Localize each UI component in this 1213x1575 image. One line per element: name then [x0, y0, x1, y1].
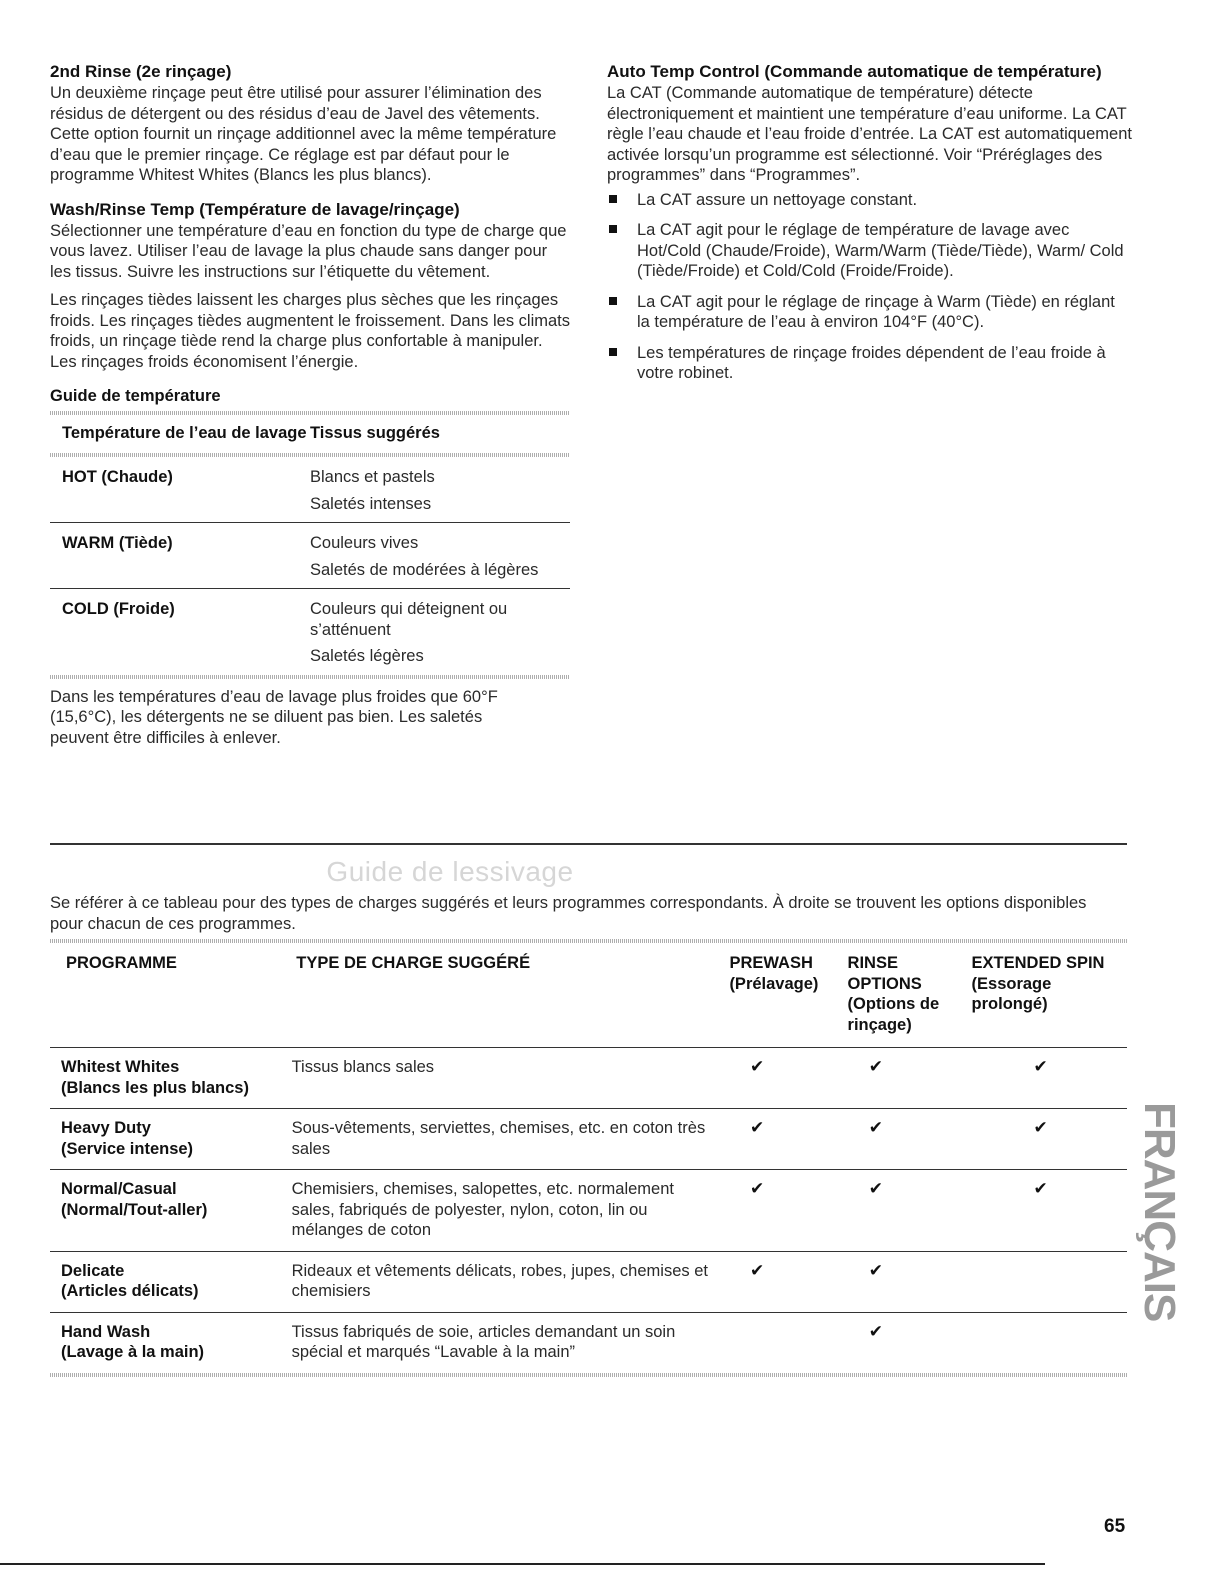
header-fabrics: Tissus suggérés	[310, 423, 440, 442]
dotted-divider	[50, 453, 570, 457]
dotted-divider	[50, 1373, 1127, 1377]
fabric-line: Saletés de modérées à légères	[310, 560, 539, 579]
checkmark-icon: ✔	[1033, 1057, 1048, 1076]
header-prewash: PREWASH (Prélavage)	[729, 954, 819, 993]
page-number: 65	[1104, 1516, 1126, 1537]
wash-rinse-temp-paragraph-2: Les rinçages tièdes laissent les charges plus sèches que les rinçages froids. Les rinçages tièdes augmentent le froissement. Dans les climats froids, un rinçage tiède rend la charge plus confortable à manipuler. Les rinçages froids économisent l’énergie.	[50, 291, 570, 371]
second-rinse-title: 2nd Rinse (2e rinçage)	[50, 62, 232, 81]
table-row	[50, 1048, 1127, 1109]
auto-temp-body: La CAT (Commande automatique de température) détecte électroniquement et maintient une température d’eau uniforme. La CAT règle l’eau chaude et l’eau froide d’entrée. La CAT est automatiquement activée lorsqu’un programme est sélectionné. Voir “Préréglages des programmes” dans “Programmes”.	[607, 84, 1132, 184]
dotted-divider	[50, 939, 1127, 943]
checkmark-icon: ✔	[868, 1057, 884, 1076]
checkmark-icon: ✔	[750, 1118, 765, 1137]
header-wash-temp: Température de l’eau de lavage	[62, 423, 307, 442]
header-programme: PROGRAMME	[66, 954, 177, 972]
table-row	[50, 1170, 1127, 1252]
square-bullet-icon	[609, 297, 617, 305]
language-side-tab: FRANÇAIS	[1135, 1102, 1184, 1322]
table-row	[50, 457, 570, 523]
fabric-line: Couleurs qui déteignent ou s’atténuent	[310, 600, 508, 639]
laundry-guide-header	[50, 943, 1127, 1048]
fabric-line: Couleurs vives	[310, 534, 419, 552]
header-extended-spin: EXTENDED SPIN (Essorage prolongé)	[971, 954, 1105, 1013]
square-bullet-icon	[609, 225, 617, 233]
checkmark-icon: ✔	[868, 1260, 884, 1280]
load-type: Tissus blancs sales	[291, 1058, 435, 1076]
checkmark-icon: ✔	[750, 1179, 765, 1198]
table-row	[50, 523, 570, 589]
temperature-guide-title: Guide de température	[50, 387, 221, 405]
temp-hot: HOT (Chaude)	[62, 468, 173, 486]
checkmark-icon: ✔	[1033, 1118, 1048, 1137]
laundry-guide-intro: Se référer à ce tableau pour des types de charges suggérés et leurs programmes correspondants. À droite se trouvent les options disponibles pour chacun de ces programmes.	[50, 894, 1087, 933]
checkmark-icon: ✔	[1033, 1179, 1048, 1198]
auto-temp-bullets	[607, 190, 1132, 384]
checkmark-icon: ✔	[750, 1260, 765, 1280]
left-column	[50, 62, 570, 756]
laundry-guide-title: Guide de lessivage	[326, 856, 574, 887]
dotted-divider	[50, 411, 570, 415]
list-item: La CAT agit pour le réglage de rinçage à Warm (Tiède) en réglant la température de l’eau à environ 104°F (40°C).	[607, 292, 1132, 333]
table-row	[50, 1313, 1127, 1373]
table-row	[50, 1252, 1127, 1313]
wash-rinse-temp-paragraph-1: Sélectionner une température d’eau en fonction du type de charge que vous lavez. Utiliser l’eau de lavage la plus chaude sans danger pour les tissus. Suivre les instructions sur l’étiquette du vêtement.	[50, 221, 567, 281]
right-column	[607, 62, 1132, 394]
wash-rinse-temp-title: Wash/Rinse Temp (Température de lavage/rinçage)	[50, 199, 460, 219]
list-item: La CAT agit pour le réglage de température de lavage avec Hot/Cold (Chaude/Froide), Warm/Warm (Tiède/Tiède), Warm/ Cold (Tiède/Froide) et Cold/Cold (Froide/Froide).	[607, 220, 1132, 282]
section-divider	[50, 843, 1127, 845]
header-rinse-options: RINSE OPTIONS (Options de rinçage)	[847, 954, 940, 1034]
list-item: Les températures de rinçage froides dépendent de l’eau froide à votre robinet.	[607, 343, 1132, 384]
programme-name: Heavy Duty (Service intense)	[61, 1119, 194, 1158]
square-bullet-icon	[609, 195, 617, 203]
temperature-guide-header	[50, 415, 570, 454]
checkmark-icon: ✔	[750, 1057, 765, 1076]
second-rinse-section	[50, 62, 570, 186]
load-type: Chemisiers, chemises, salopettes, etc. normalement sales, fabriqués de polyester, nylon, coton, lin ou mélanges de coton	[291, 1180, 674, 1239]
temperature-guide-table	[50, 411, 570, 679]
programme-name: Whitest Whites (Blancs les plus blancs)	[61, 1058, 249, 1097]
load-type: Tissus fabriqués de soie, articles demandant un soin spécial et marqués “Lavable à la main”	[291, 1322, 676, 1361]
fabric-line: Blancs et pastels	[310, 468, 435, 486]
programme-name: Delicate (Articles délicats)	[61, 1261, 199, 1300]
load-type: Sous-vêtements, serviettes, chemises, etc. en coton très sales	[291, 1119, 706, 1158]
temperature-note: Dans les températures d’eau de lavage plus froides que 60°F (15,6°C), les détergents ne se diluent pas bien. Les saletés peuvent être difficiles à enlever.	[50, 687, 498, 747]
load-type: Rideaux et vêtements délicats, robes, jupes, chemises et chemisiers	[291, 1261, 708, 1300]
temp-warm: WARM (Tiède)	[62, 534, 173, 552]
table-row	[50, 589, 570, 675]
header-load-type: TYPE DE CHARGE SUGGÉRÉ	[296, 954, 531, 972]
second-rinse-body: Un deuxième rinçage peut être utilisé pour assurer l’élimination des résidus de détergent ou des résidus d’eau de Javel des vêtements. Cette option fournit un rinçage additionnel avec la même température d’eau que le premier rinçage. Ce réglage est par défaut pour le programme Whitest Whites (Blancs les plus blancs).	[50, 84, 557, 184]
temp-cold: COLD (Froide)	[62, 600, 175, 618]
dotted-divider	[50, 675, 570, 679]
checkmark-icon: ✔	[868, 1321, 884, 1341]
fabric-line: Saletés intenses	[310, 494, 432, 513]
programme-name: Hand Wash (Lavage à la main)	[61, 1322, 205, 1361]
wash-rinse-temp-section	[50, 200, 570, 373]
square-bullet-icon	[609, 348, 617, 356]
programme-name: Normal/Casual (Normal/Tout-aller)	[61, 1180, 208, 1219]
bottom-divider	[0, 1563, 1045, 1565]
table-row	[50, 1109, 1127, 1170]
auto-temp-title: Auto Temp Control (Commande automatique de température)	[607, 62, 1102, 81]
laundry-guide-table	[50, 939, 1127, 1377]
fabric-line: Saletés légères	[310, 647, 424, 665]
checkmark-icon: ✔	[868, 1118, 884, 1137]
checkmark-icon: ✔	[868, 1179, 884, 1198]
list-item: La CAT assure un nettoyage constant.	[607, 190, 1132, 211]
